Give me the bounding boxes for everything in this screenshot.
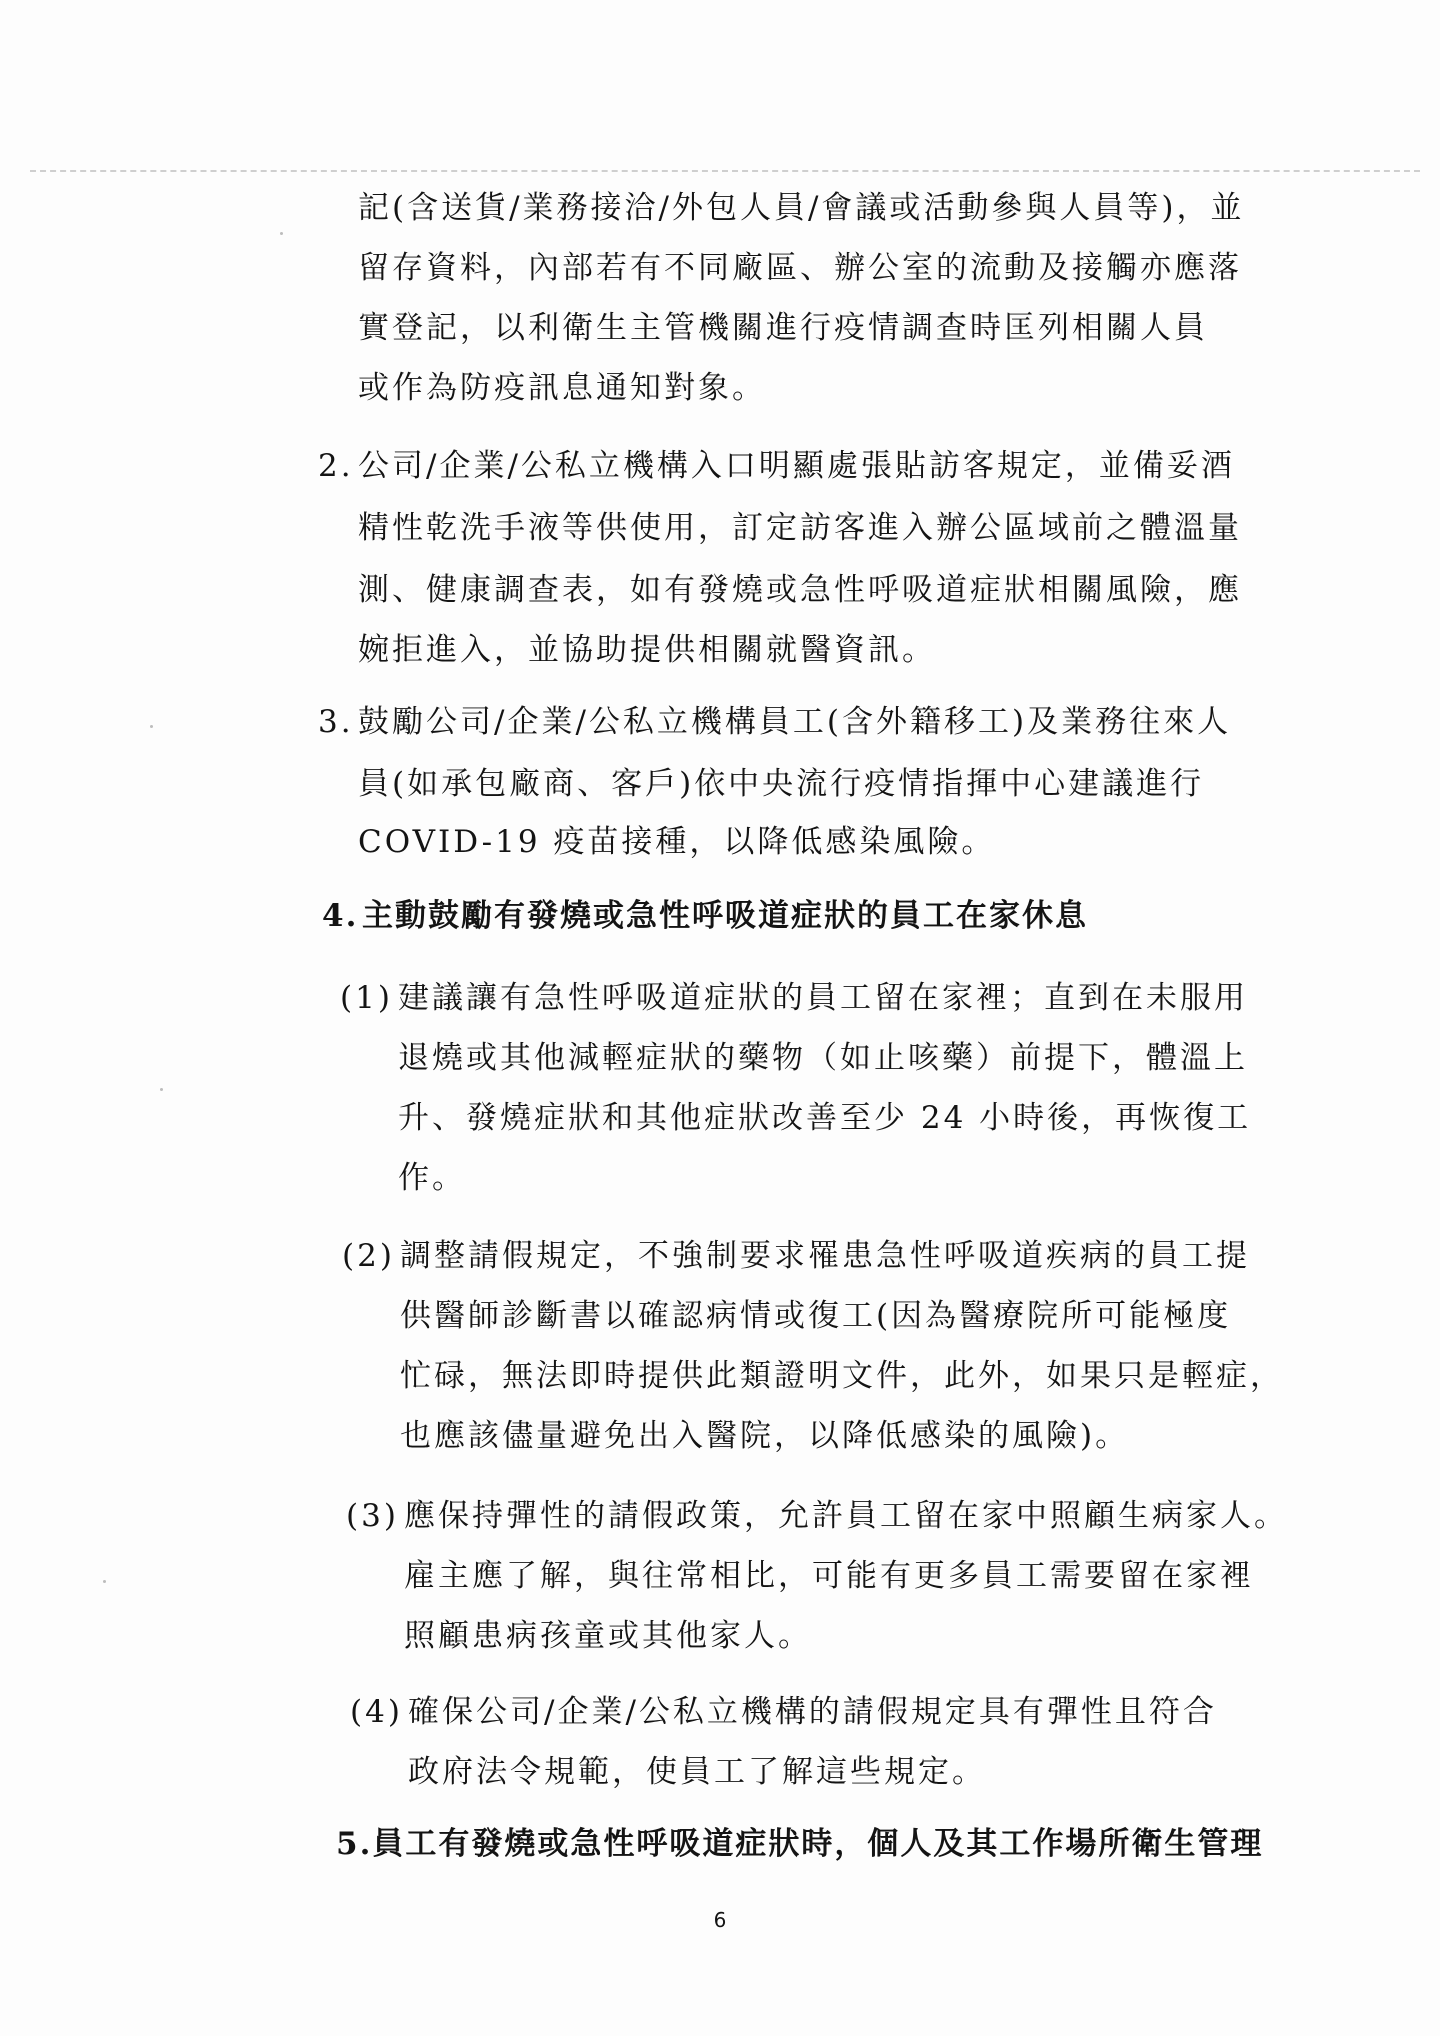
item-3-line-1: 鼓勵公司/企業/公私立機構員工(含外籍移工)及業務往來人	[358, 704, 1232, 740]
scan-speck	[150, 725, 153, 728]
sub-2-line-1: 調整請假規定，不強制要求罹患急性呼吸道疾病的員工提	[400, 1238, 1250, 1274]
scan-top-rule	[30, 170, 1420, 172]
sub-3-line-3: 照顧患病孩童或其他家人。	[404, 1618, 812, 1654]
item-3-line-3: COVID-19 疫苗接種，以降低感染風險。	[358, 824, 996, 860]
continuation-line-4: 或作為防疫訊息通知對象。	[358, 370, 766, 406]
section-5-title: 5.員工有發燒或急性呼吸道症狀時，個人及其工作場所衛生管理	[336, 1826, 1264, 1862]
sub-4-line-1: 確保公司/企業/公私立機構的請假規定具有彈性且符合	[408, 1694, 1217, 1730]
page-number: 6	[713, 1908, 727, 1932]
sub-4-number: (4)	[350, 1694, 403, 1730]
sub-3-line-1: 應保持彈性的請假政策，允許員工留在家中照顧生病家人。	[404, 1498, 1288, 1534]
sub-2-line-4: 也應該儘量避免出入醫院，以降低感染的風險)。	[400, 1418, 1130, 1454]
sub-1-number: (1)	[340, 980, 393, 1016]
sub-1-line-3: 升、發燒症狀和其他症狀改善至少 24 小時後，再恢復工	[398, 1100, 1252, 1136]
sub-1-line-2: 退燒或其他減輕症狀的藥物（如止咳藥）前提下，體溫上	[398, 1040, 1248, 1076]
item-2-line-1: 公司/企業/公私立機構入口明顯處張貼訪客規定，並備妥酒	[358, 448, 1235, 484]
sub-4-line-2: 政府法令規範，使員工了解這些規定。	[408, 1754, 986, 1790]
section-4-number: 4.	[322, 898, 359, 934]
continuation-line-2: 留存資料，內部若有不同廠區、辦公室的流動及接觸亦應落	[358, 250, 1242, 286]
section-4-title: 主動鼓勵有發燒或急性呼吸道症狀的員工在家休息	[362, 898, 1088, 934]
sub-3-line-2: 雇主應了解，與往常相比，可能有更多員工需要留在家裡	[404, 1558, 1254, 1594]
item-2-line-4: 婉拒進入，並協助提供相關就醫資訊。	[358, 632, 936, 668]
item-2-line-3: 測、健康調查表，如有發燒或急性呼吸道症狀相關風險，應	[358, 572, 1242, 608]
sub-2-line-2: 供醫師診斷書以確認病情或復工(因為醫療院所可能極度	[400, 1298, 1232, 1334]
sub-1-line-4: 作。	[398, 1160, 466, 1196]
sub-2-line-3: 忙碌，無法即時提供此類證明文件，此外，如果只是輕症，	[400, 1358, 1284, 1394]
scan-speck	[280, 232, 283, 235]
item-3-number: 3.	[318, 704, 354, 740]
sub-2-number: (2)	[342, 1238, 395, 1274]
continuation-line-3: 實登記，以利衛生主管機關進行疫情調查時匡列相關人員	[358, 310, 1208, 346]
continuation-line-1: 記(含送貨/業務接洽/外包人員/會議或活動參與人員等)，並	[358, 190, 1245, 226]
sub-1-line-1: 建議讓有急性呼吸道症狀的員工留在家裡；直到在未服用	[398, 980, 1248, 1016]
scan-speck	[103, 1580, 106, 1583]
item-2-line-2: 精性乾洗手液等供使用，訂定訪客進入辦公區域前之體溫量	[358, 510, 1242, 546]
sub-3-number: (3)	[346, 1498, 399, 1534]
scan-speck	[160, 1088, 163, 1091]
item-2-number: 2.	[318, 448, 354, 484]
item-3-line-2: 員(如承包廠商、客戶)依中央流行疫情指揮中心建議進行	[358, 766, 1205, 802]
